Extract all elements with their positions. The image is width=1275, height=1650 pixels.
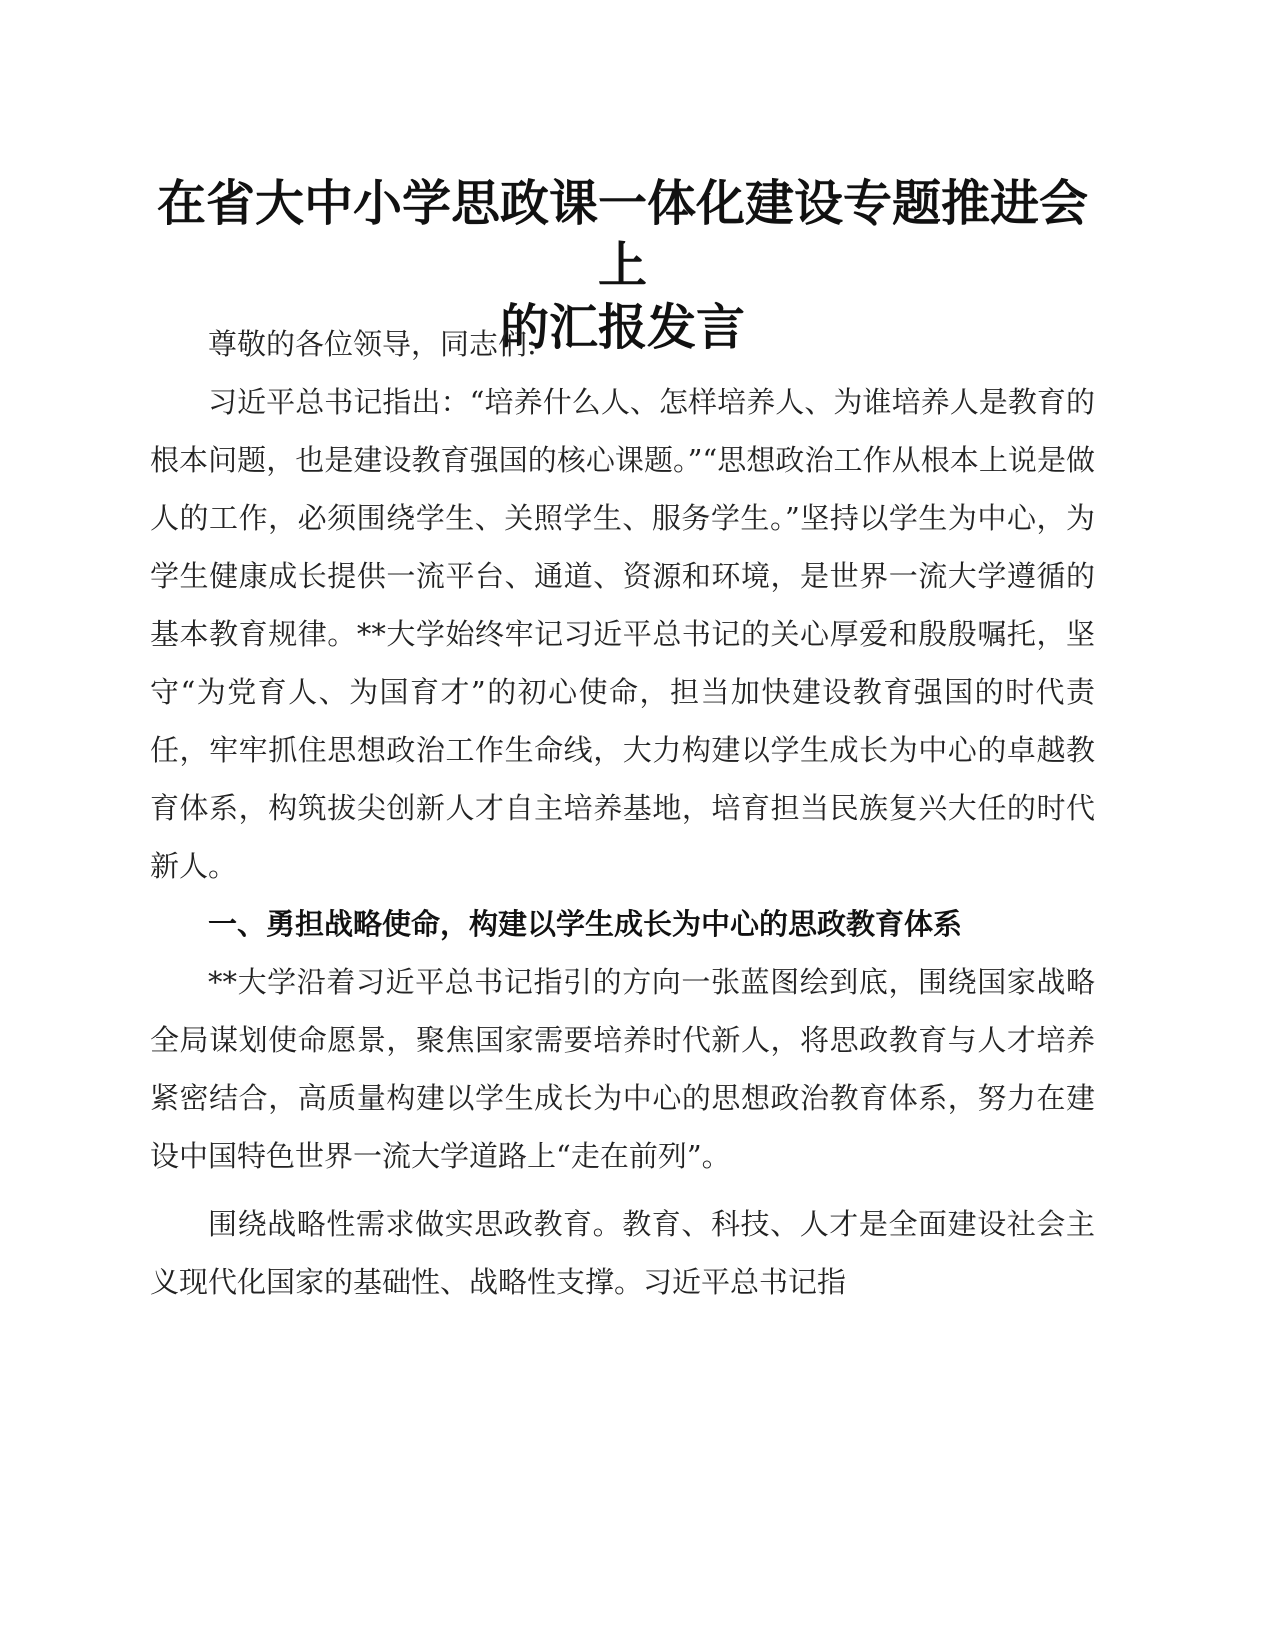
title-line-2: 的汇报发言 [499, 298, 745, 356]
paragraph-section-1: **大学沿着习近平总书记指引的方向一张蓝图绘到底，围绕国家战略全局谋划使命愿景，聚焦国家需要培养时代新人，将思政教育与人才培养紧密结合，高质量构建以学生成长为中心的思想政治教育体系，努力在建设中国特色世界一流大学道路上“走在前列”。 [150, 965, 1095, 1173]
document-body [150, 315, 1095, 1311]
greeting: 尊敬的各位领导，同志们: [208, 327, 537, 361]
paragraph-intro: 习近平总书记指出：“培养什么人、怎样培养人、为谁培养人是教育的根本问题，也是建设教育强国的核心课题。”“思想政治工作从根本上说是做人的工作，必须围绕学生、关照学生、服务学生。”坚持以学生为中心，为学生健康成长提供一流平台、通道、资源和环境，是世界一流大学遵循的基本教育规律。**大学始终牢记习近平总书记的关心厚爱和殷殷嘱托，坚守“为党育人、为国育才”的初心使命，担当加快建设教育强国的时代责任，牢牢抓住思想政治工作生命线，大力构建以学生成长为中心的卓越教育体系，构筑拔尖创新人才自主培养基地，培育担当民族复兴大任的时代新人。 [150, 385, 1095, 883]
paragraph-strategic-needs: 围绕战略性需求做实思政教育。教育、科技、人才是全面建设社会主义现代化国家的基础性、战略性支撑。习近平总书记指 [150, 1207, 1095, 1299]
title-line-1: 在省大中小学思政课一体化建设专题推进会上 [156, 174, 1088, 294]
section-heading-1: 一、勇担战略使命，构建以学生成长为中心的思政教育体系 [208, 907, 963, 941]
